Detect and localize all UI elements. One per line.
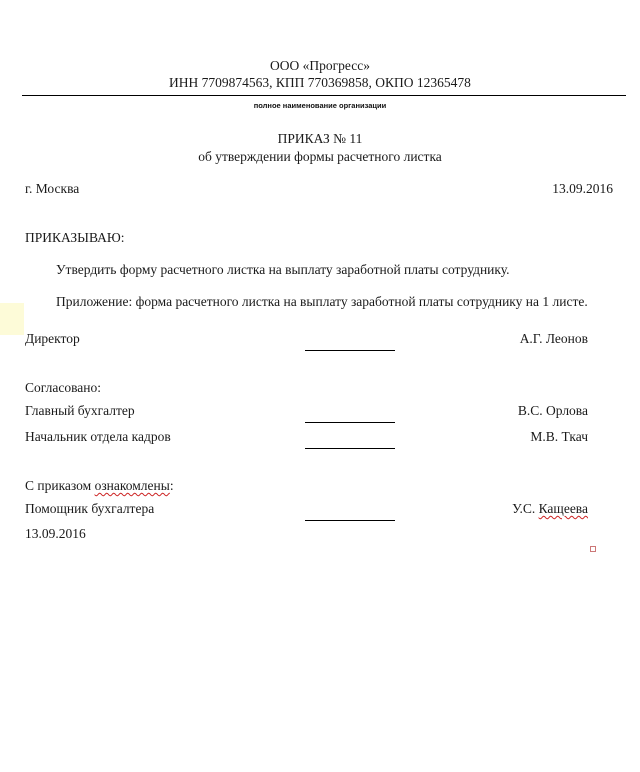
hr-head-name: М.В. Ткач xyxy=(530,429,588,444)
director-name: А.Г. Леонов xyxy=(519,331,588,346)
assistant-surname: Кащеева xyxy=(538,501,588,516)
assistant-role: Помощник бухгалтера xyxy=(25,501,155,516)
chief-accountant-role: Главный бухгалтер xyxy=(25,403,135,418)
assistant-name xyxy=(512,501,588,517)
acquainted-prefix: С приказом xyxy=(25,478,95,493)
highlight-mark xyxy=(0,303,24,335)
order-paragraph-2: Приложение: форма расчетного листка на выплату заработной платы сотруднику на 1 листе. xyxy=(56,294,588,309)
order-paragraph-1: Утвердить форму расчетного листка на выплату заработной платы сотруднику. xyxy=(56,262,510,277)
header-divider xyxy=(22,95,626,96)
acquainted-suffix: : xyxy=(169,478,174,493)
org-name: ООО «Прогресс» xyxy=(270,58,370,73)
final-date: 13.09.2016 xyxy=(25,526,86,541)
order-date: 13.09.2016 xyxy=(552,181,613,196)
hr-head-role: Начальник отдела кадров xyxy=(25,429,171,444)
director-role: Директор xyxy=(25,331,80,346)
chief-accountant-name: В.С. Орлова xyxy=(517,403,588,418)
acquainted-label xyxy=(25,478,174,494)
hr-head-signature-line xyxy=(305,448,395,449)
order-title: ПРИКАЗ № 11 xyxy=(277,131,363,146)
chief-accountant-signature-line xyxy=(305,422,395,423)
anchor-marker xyxy=(590,546,596,552)
assistant-initials: У.С. xyxy=(512,501,539,516)
agreed-label: Согласовано: xyxy=(25,380,101,395)
org-caption: полное наименование организации xyxy=(253,101,387,110)
order-subtitle: об утверждении формы расчетного листка xyxy=(198,149,442,164)
org-codes: ИНН 7709874563, КПП 770369858, ОКПО 12365478 xyxy=(169,75,471,90)
order-word: ПРИКАЗЫВАЮ: xyxy=(25,230,125,245)
acquainted-word: ознакомлены xyxy=(94,478,170,493)
order-city: г. Москва xyxy=(25,181,80,196)
assistant-signature-line xyxy=(305,520,395,521)
director-signature-line xyxy=(305,350,395,351)
